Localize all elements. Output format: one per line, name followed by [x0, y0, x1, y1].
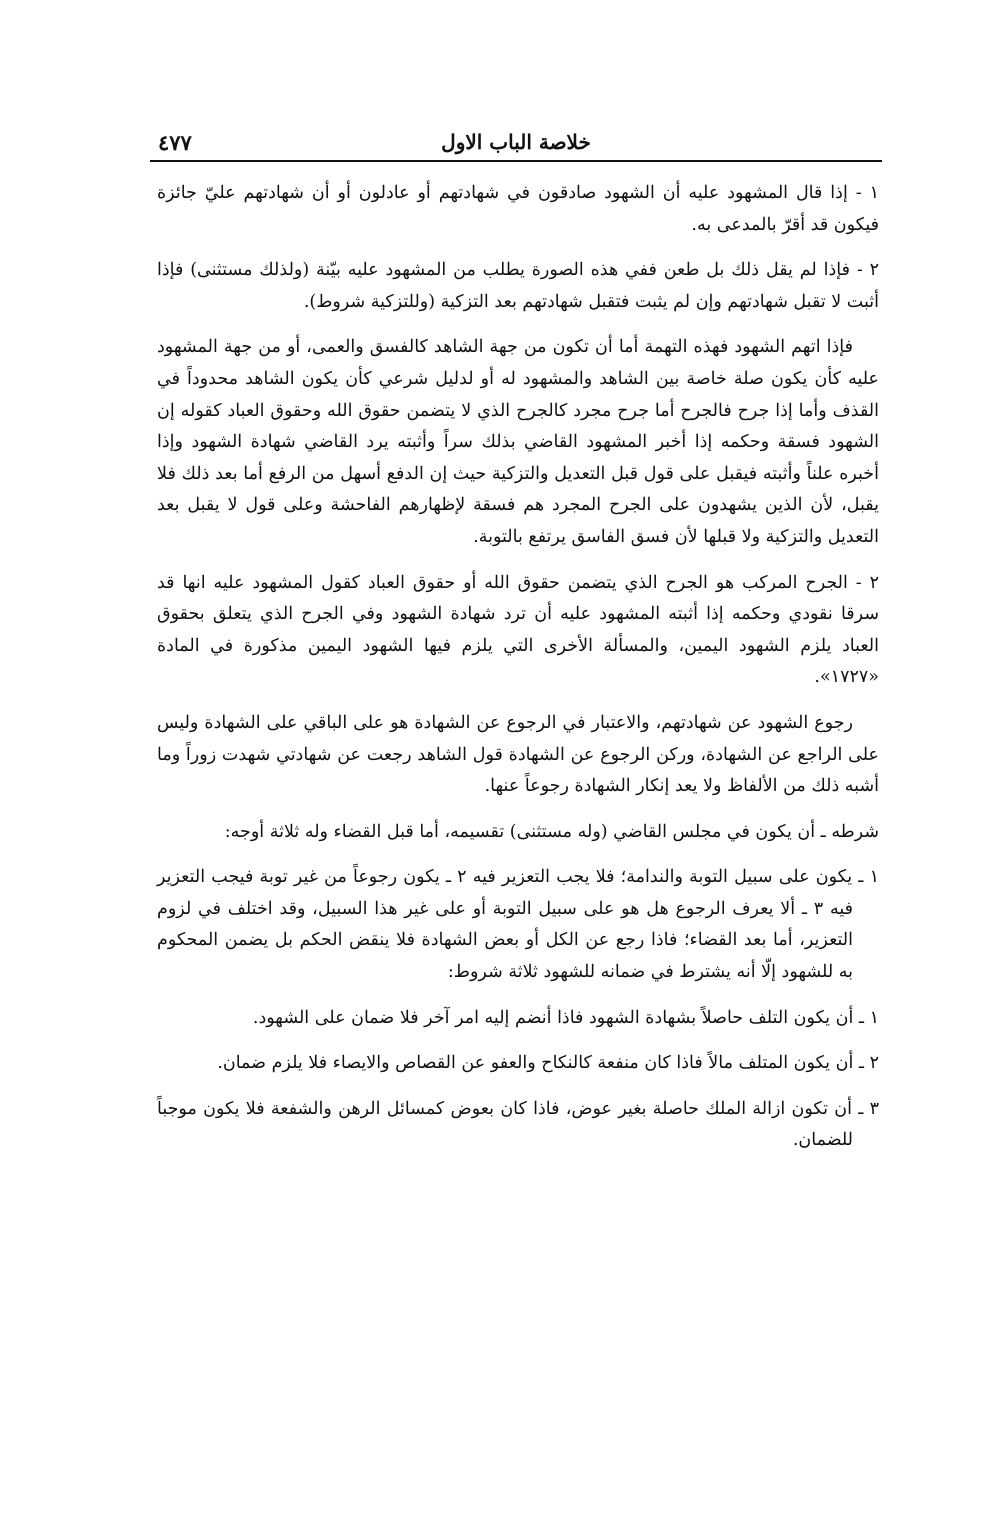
paragraph-1: ١ - إذا قال المشهود عليه أن الشهود صادقون في شهادتهم أو عادلون أو أن شهادتهم عليّ جائزة فيكون قد أقرّ بالمدعى به.: [157, 183, 879, 235]
body-text: [157, 178, 879, 1171]
paragraph-10: ٣ ـ أن تكون ازالة الملك حاصلة بغير عوض، فاذا كان بعوض كمسائل الرهن والشفعة فلا يكون موجباً للضمان.: [157, 1098, 879, 1151]
paragraph-3: فإذا اتهم الشهود فهذه التهمة أما أن تكون من جهة الشاهد كالفسق والعمى، أو من جهة المشهود عليه كأن يكون صلة خاصة بين الشاهد والمشهود له أو لدليل شرعي كأن يكون الشاهد محدوداً في القذف وأما إذا جرح فالجرح أما جرح مجرد كالجرح الذي لا يتضمن حقوق الله وحقوق العباد كقوله إن الشهود فسقة وحكمه إذا أخبر المشهود القاضي بذلك سراً وأثبته يرد القاضي شهادة الشهود وإذا أخبره علناً وأثبته فيقبل على قول قبل التعديل والتزكية حيث إن الدفع أسهل من الرفع أما بعد ذلك فلا يقبل، لأن الذين يشهدون على الجرح المجرد هم فسقة لإظهارهم الفاحشة وعلى قول لا يقبل بعد التعديل والتزكية ولا قبلها لأن فسق الفاسق يرتفع بالتوبة.: [157, 337, 879, 547]
paragraph-5: رجوع الشهود عن شهادتهم، والاعتبار في الرجوع عن الشهادة هو على الباقي على الشهادة وليس على الراجع عن الشهادة، وركن الرجوع عن الشهادة قول الشاهد رجعت عن شهادتي شهدت زوراً وما أشبه ذلك من الألفاظ ولا يعد إنكار الشهادة رجوعاً عنها.: [157, 712, 879, 797]
paragraph-7: ١ ـ يكون على سبيل التوبة والندامة؛ فلا يجب التعزير فيه ٢ ـ يكون رجوعاً من غير توبة فيجب التعزير فيه ٣ ـ ألا يعرف الرجوع هل هو على سبيل التوبة أو على غير هذا السبيل، وقد اختلف في لزوم التعزير، أما بعد القضاء؛ فاذا رجع عن الكل أو بعض الشهادة فلا ينقض الحكم بل يضمن المحكوم به للشهود إلّا أنه يشترط في ضمانه للشهود ثلاثة شروط:: [157, 867, 880, 983]
page-number: ٤٧٧: [158, 130, 192, 155]
paragraph-4: ٢ - الجرح المركب هو الجرح الذي يتضمن حقوق الله أو حقوق العباد كقول المشهود عليه انها قد سرقا نقودي وحكمه إذا أثبته المشهود عليه أن ترد شهادة الشهود وفي الجرح الذي يتعلق بحقوق العباد يلزم الشهود اليمين، والمسألة الأخرى التي يلزم فيها الشهود اليمين مذكورة في المادة «١٧٢٧».: [157, 572, 879, 688]
paragraph-6: شرطه ـ أن يكون في مجلس القاضي (وله مستثنى) تقسيمه، أما قبل القضاء وله ثلاثة أوجه:: [224, 821, 879, 842]
paragraph-2: ٢ - فإذا لم يقل ذلك بل طعن ففي هذه الصورة يطلب من المشهود عليه بيّنة (ولذلك مستثنى) فإذا أثبت لا تقبل شهادتهم وإن لم يثبت فتقبل شهادتهم بعد التزكية (وللتزكية شروط).: [157, 260, 879, 312]
paragraph-9: ٢ ـ أن يكون المتلف مالاً فاذا كان منفعة كالنكاح والعفو عن القصاص والايصاء فلا يلزم ضمان.: [217, 1053, 879, 1074]
page-header: [150, 128, 882, 162]
running-title: خلاصة الباب الاول: [441, 130, 591, 154]
paragraph-8: ١ ـ أن يكون التلف حاصلاً بشهادة الشهود فاذا أنضم إليه امر آخر فلا ضمان على الشهود.: [252, 1007, 879, 1028]
